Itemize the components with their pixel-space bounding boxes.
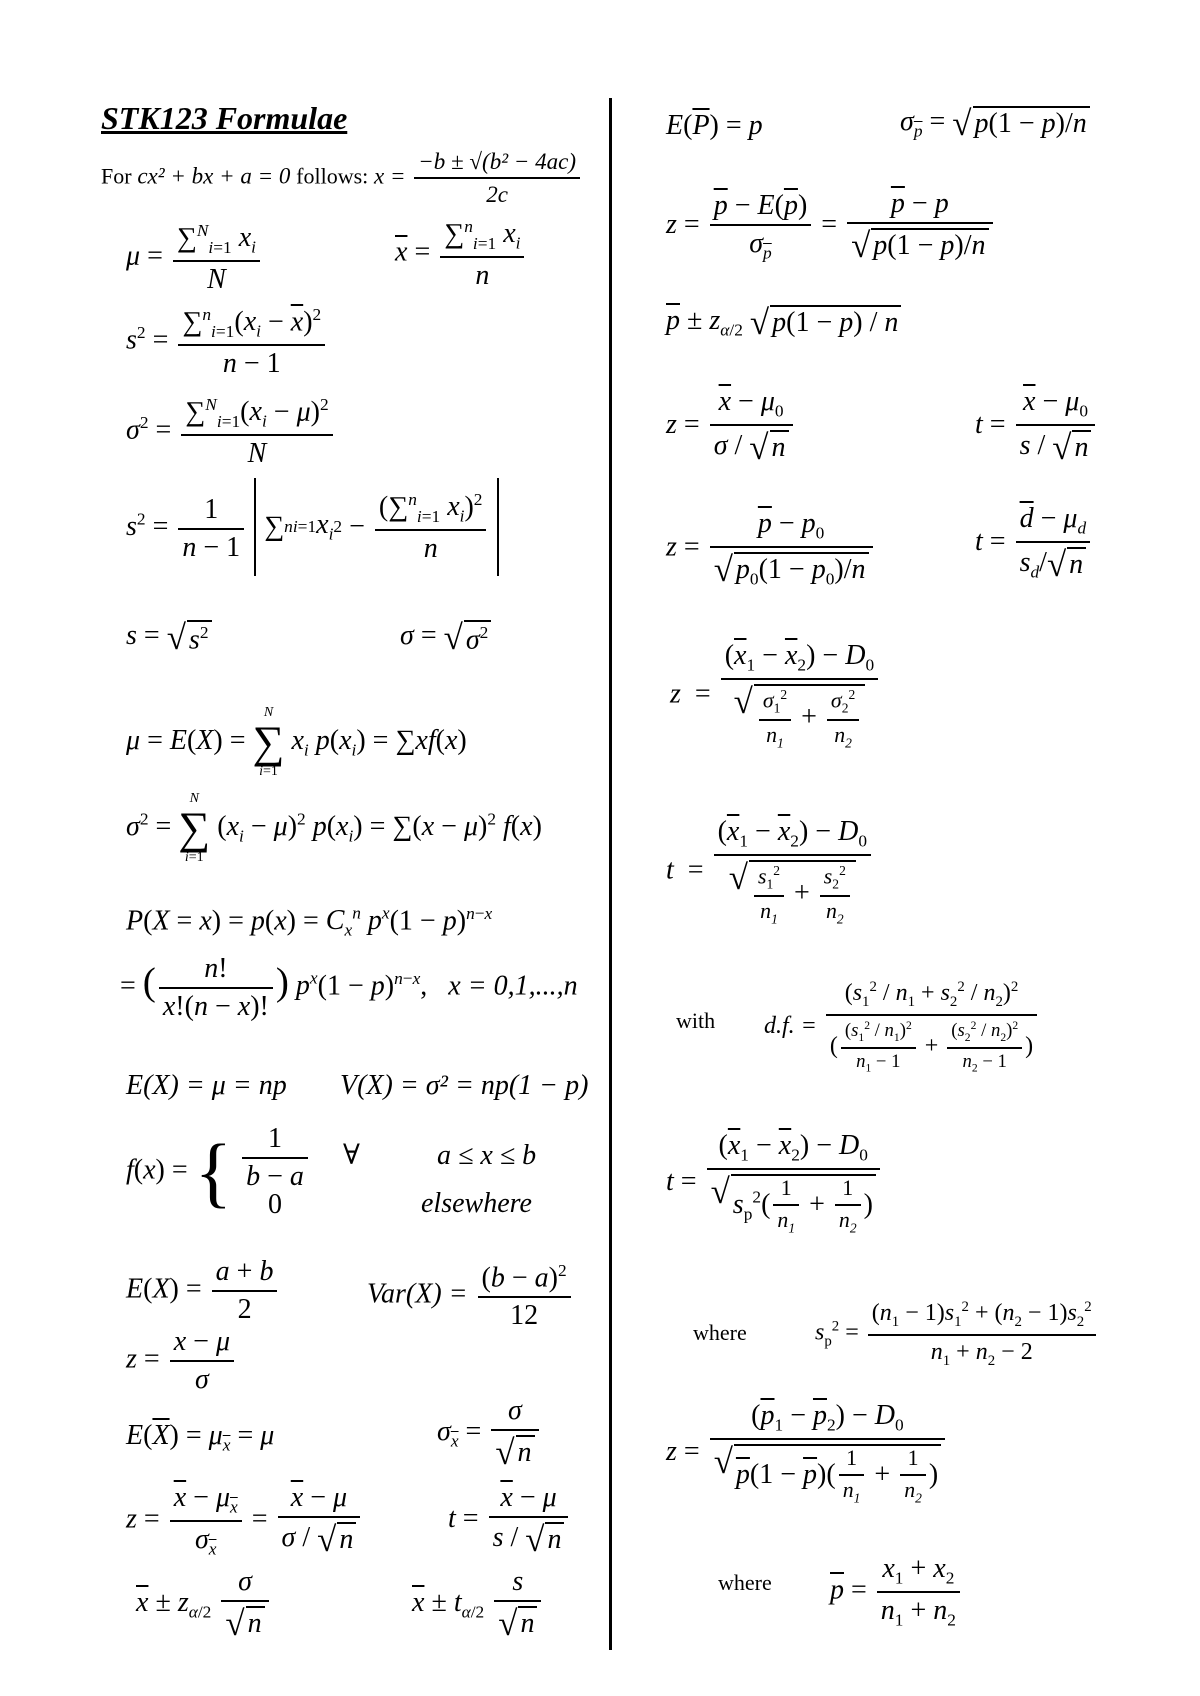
formula-quadratic — [101, 150, 583, 206]
formula-expected-value: μ = E(X) = N ∑ i=1 $x_i$ $p(x_i) = \sum xf(x)$ — [126, 705, 467, 779]
formula-t-test-paired: t = $\overline{d} - \mu_d$ $s_d/$ √ n — [975, 505, 1093, 582]
formula-pooled-proportion: $\overline{p}$ = $\frac{x_1 + x_2}{n_1 + n_2}$ — [830, 1555, 963, 1629]
text-with: with — [676, 1008, 716, 1033]
formula-z-score: z = $\frac{x - \mu}{\sigma}$ — [126, 1328, 237, 1394]
formula-t-sample-mean: t = $\overline{x} - \mu$ s / √ n — [448, 1484, 571, 1557]
formula-binomial-pmf-expanded: = ( $\frac{n!}{x!(n - x)!}$ ) $p^x(1 - p)^{n-x}$, x = 0,1,...,n — [120, 953, 578, 1022]
formula-sample-variance: $s^2$ = $\frac{\sum^n_{i=1}(x_i - \overline{x})^2}{n - 1}$ — [126, 306, 328, 378]
formula-population-sd: σ = √ $\sigma^2$ — [400, 620, 491, 655]
uniform-elsewhere: elsewhere — [421, 1188, 532, 1219]
formula-t-two-sample: t = $(\overline{x}_1 - \overline{x}_2) - D_0$ √ $\frac{s_1^2}{n_1}$ + $\frac{s_2^2}{n_2}$ — [666, 818, 874, 926]
formula-welch-df: d.f. = $(s_1^2 / n_1 + s_2^2 / n_2)^2$ ( $\frac{(s_1^2 / n_1)^2}{n_1 - 1}$ + $\frac{(s_2^2 / n_2)^2}{n_2 - 1}$ ) — [764, 980, 1040, 1075]
formula-population-variance: $\sigma^2$ = $\frac{\sum^N_{i=1}(x_i - \mu)^2}{N}$ — [126, 396, 336, 468]
column-divider — [609, 98, 612, 1650]
formula-proportion-expectation: $E(\overline{P}) = p$ — [666, 110, 763, 141]
uniform-condition: a ≤ x ≤ b — [437, 1140, 537, 1171]
text-for: For — [101, 163, 132, 189]
formula-t-test-mean: t = $\overline{x} - \mu_0$ s / √ n — [975, 388, 1098, 465]
formula-sample-mean: $\overline{x}$ = $\frac{\sum^n_{i=1} x_i}{n}$ — [395, 218, 527, 290]
formula-uniform-mean: E(X) = $\frac{a + b}{2}$ — [126, 1258, 280, 1324]
formula-uniform-density: f(x) = { 1 b − a 0 — [126, 1125, 311, 1219]
quadratic-equation: cx² + bx + a = 0 — [137, 163, 291, 189]
quadratic-solution-lhs: x = — [374, 163, 406, 189]
formula-z-confidence-interval: $\overline{x} \pm z_{\alpha/2}$ σ √ n — [136, 1568, 272, 1641]
page-title: STK123 Formulae — [101, 100, 348, 136]
formula-z-test-proportion: z = $\overline{p} - p_0$ √ $p_0(1 - p_0)/n$ — [666, 510, 876, 588]
formula-proportion-se: $\sigma_{\overline{p}}$ = √ p(1 − p)/n — [900, 106, 1090, 141]
formula-uniform-variance: Var(X) = $\frac{(b - a)^2}{12}$ — [367, 1262, 574, 1330]
df-label: d.f. = — [764, 1012, 817, 1039]
uniform-variance-lhs: Var(X) = — [367, 1278, 468, 1310]
formula-population-mean: μ = $\frac{\sum^N_{i=1} x_i}{N}$ — [126, 222, 263, 294]
formula-proportion-ci: $\overline{p} \pm z_{\alpha/2}$ √ $p(1 - \overline{p}) / n$ — [666, 305, 901, 340]
formula-binomial-pmf: $P(X = x) = p(x) = C_x^n$ $p^x(1 - p)^{n-x}$ — [126, 904, 493, 940]
formula-sample-mean-expectation: $E(\overline{X}) = \mu_{\overline{x}} = \mu$ — [126, 1420, 275, 1455]
formula-z-two-proportions: z = $(\overline{p}_1 - \overline{p}_2) - D_0$ √ $p(1 - \overline{p})$( $\frac{1}{n_1}$ + $\frac{1}{n_2}$ ) — [666, 1402, 948, 1505]
binomial-range: x = 0,1,...,n — [448, 970, 578, 1002]
text-where-pooled: where — [693, 1320, 747, 1345]
formula-z-proportion: z = $\frac{\overline{p} - E(\overline{p})}{\sigma_{\overline{p}}}$ = $\overline{p} - p$ √ p(1 − p)/n — [666, 190, 996, 263]
formula-t-pooled: t = $(\overline{x}_1 - \overline{x}_2) - D_0$ √ $s_p^2$( $\frac{1}{n_1}$ + $\frac{1}{n_2}$ ) — [666, 1132, 883, 1235]
formula-z-sample-mean: z = $\frac{\overline{x} - \mu_{\overline{x}}}{\sigma_{\overline{x}}}$ = $\overline{x} - \mu$ σ / √ n — [126, 1484, 363, 1558]
quadratic-solution-denominator: 2c — [414, 177, 580, 206]
formula-sample-variance-computational: $s^2$ = $\frac{1}{n - 1}$ ∑ n i=1 $x_i$ 2 − (∑$^n_{i=1}$ $x_i)^2$ n — [126, 478, 499, 576]
forall-symbol: ∀ — [343, 1140, 360, 1171]
formula-sample-sd: s = √ $s^2$ — [126, 620, 212, 655]
formula-binomial-variance: V(X) = σ² = np(1 − p) — [340, 1070, 589, 1101]
formula-pooled-variance: $s_p^2$ = $\frac{(n_1 - 1)s_1^2 + (n_2 - 1)s_2^2}{n_1 + n_2 - 2}$ — [815, 1300, 1099, 1368]
formula-z-test-mean: z = $\overline{x} - \mu_0$ σ / √ n — [666, 388, 796, 465]
quadratic-solution-numerator: −b ± √(b² − 4ac) — [418, 149, 576, 174]
text-follows: follows: — [296, 163, 369, 189]
formula-z-two-sample: z = $(\overline{x}_1 - \overline{x}_2) - D_0$ √ $\frac{\sigma_1^2}{n_1}$ + $\frac{\sigma_2^2}{n_2}$ — [670, 642, 881, 750]
formula-rv-variance: $\sigma^2$ = N ∑ i=1 $(x_i - \mu)^2$ $p(x_i) = \sum(x - \mu)^2$ f(x) — [126, 791, 542, 865]
text-where-pbar: where — [718, 1570, 772, 1595]
formula-standard-error-mean: $\sigma_{\overline{x}}$ = σ √ n — [437, 1397, 542, 1470]
formula-t-confidence-interval: $\overline{x} \pm t_{\alpha/2}$ s √ n — [412, 1568, 544, 1641]
formula-binomial-mean: E(X) = μ = np — [126, 1070, 287, 1101]
